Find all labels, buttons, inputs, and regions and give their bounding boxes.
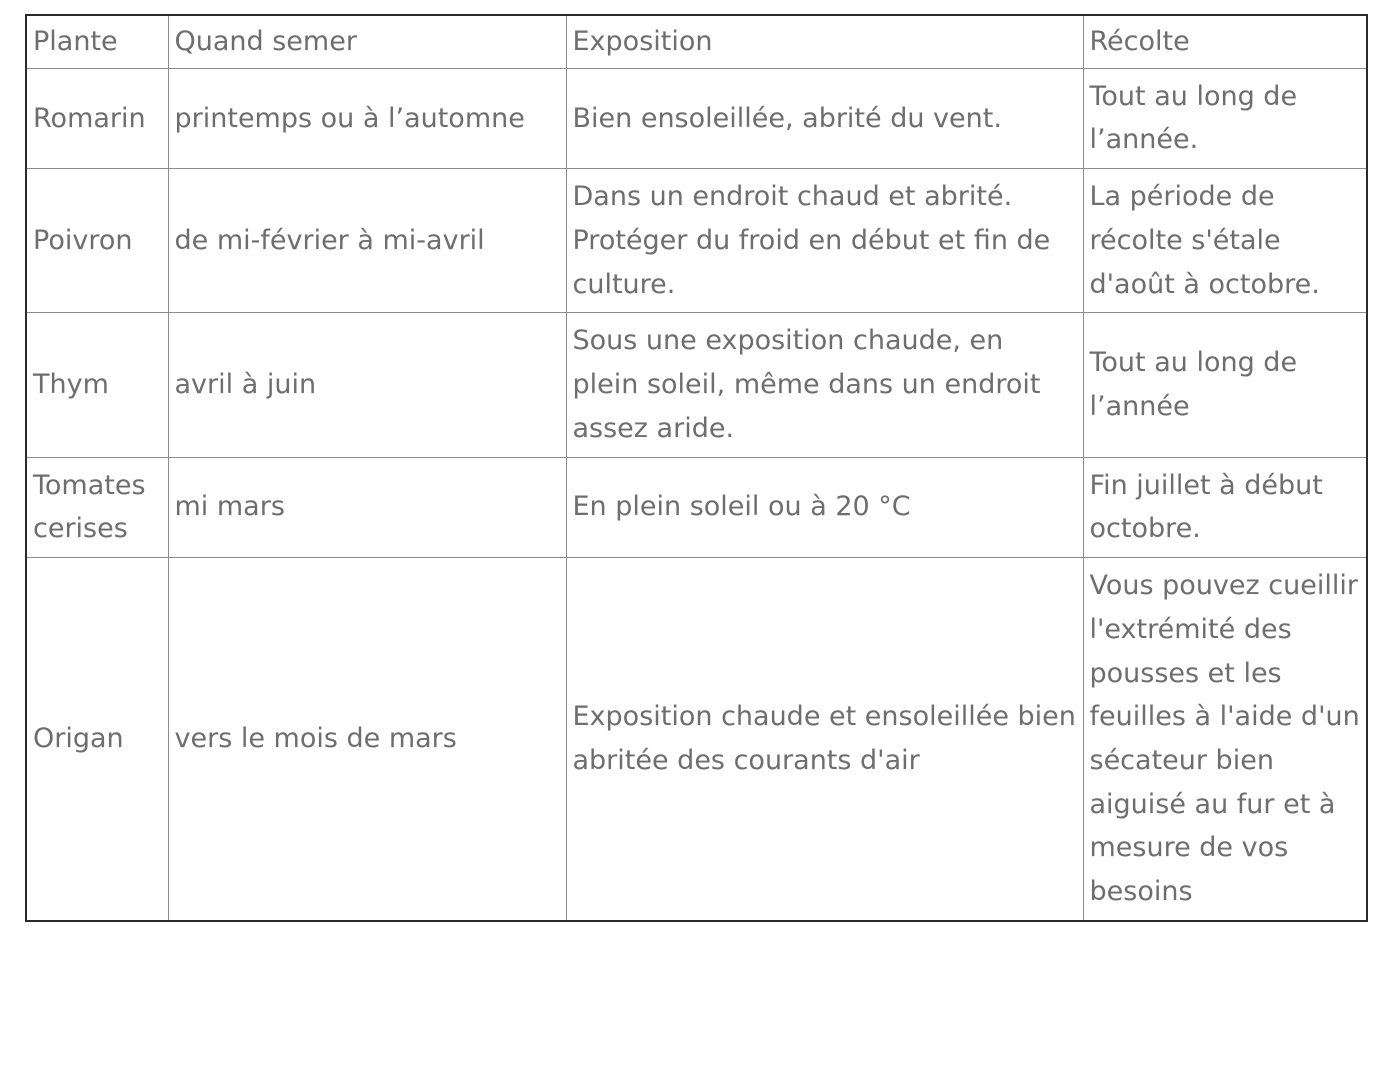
cell-quand-semer-text: mi mars: [174, 491, 285, 523]
cell-exposition: [566, 558, 1083, 921]
column-header-quand-semer-label: Quand semer: [174, 26, 357, 57]
cell-quand-semer-text: printemps ou à l’automne: [174, 102, 525, 134]
cell-plante: [26, 313, 168, 457]
cell-recolte-text: Vous pouvez cueillir l'extrémité des pousses et les feuilles à l'aide d'un sécateur bien aiguisé au fur et à mesure de vos besoins: [1089, 570, 1360, 908]
cell-quand-semer-text: de mi-février à mi-avril: [174, 224, 485, 256]
cell-quand-semer-text: vers le mois de mars: [174, 723, 457, 755]
cell-recolte: [1083, 169, 1367, 313]
cell-plante: [26, 68, 168, 168]
cell-quand-semer: [168, 558, 566, 921]
cell-recolte: [1083, 457, 1367, 557]
cell-quand-semer: [168, 313, 566, 457]
cell-quand-semer: [168, 457, 566, 557]
table-body: [26, 15, 1367, 921]
cell-exposition-text: Dans un endroit chaud et abrité. Protéger du froid en début et fin de culture.: [572, 181, 1051, 300]
cell-recolte-text: Tout au long de l’année: [1089, 347, 1298, 422]
cell-plante-text: Origan: [33, 723, 124, 755]
table-row: [26, 457, 1367, 557]
table-row: [26, 169, 1367, 313]
cell-recolte: [1083, 313, 1367, 457]
column-header-recolte-label: Récolte: [1089, 26, 1190, 57]
cell-recolte-text: La période de récolte s'étale d'août à octobre.: [1089, 181, 1320, 300]
cell-recolte-text: Tout au long de l’année.: [1089, 80, 1298, 156]
cell-exposition: [566, 68, 1083, 168]
clipped-text-above-table: [226, 0, 1126, 4]
column-header-plante-label: Plante: [33, 26, 118, 57]
column-header-plante: [26, 15, 168, 68]
cell-recolte: [1083, 558, 1367, 921]
column-header-exposition: [566, 15, 1083, 68]
cell-plante-text: Tomates cerises: [33, 469, 146, 545]
cell-plante: [26, 558, 168, 921]
cell-exposition-text: Bien ensoleillée, abrité du vent.: [572, 102, 1002, 134]
cell-recolte-text: Fin juillet à début octobre.: [1089, 469, 1323, 545]
cell-quand-semer: [168, 68, 566, 168]
cell-exposition-text: Sous une exposition chaude, en plein soleil, même dans un endroit assez aride.: [572, 325, 1041, 444]
cell-exposition-text: En plein soleil ou à 20 °C: [572, 491, 911, 523]
table-row: [26, 68, 1367, 168]
cell-plante-text: Poivron: [33, 224, 133, 256]
plant-care-table: [25, 14, 1368, 922]
cell-exposition-text: Exposition chaude et ensoleillée bien abritée des courants d'air: [572, 701, 1076, 777]
cell-exposition: [566, 313, 1083, 457]
cell-quand-semer-text: avril à juin: [174, 369, 317, 401]
cell-plante: [26, 169, 168, 313]
table-row: [26, 558, 1367, 921]
column-header-exposition-label: Exposition: [572, 26, 713, 57]
cell-recolte: [1083, 68, 1367, 168]
plant-care-table-wrapper: [25, 14, 1366, 922]
table-header-row: [26, 15, 1367, 68]
cell-quand-semer: [168, 169, 566, 313]
cell-plante-text: Romarin: [33, 102, 146, 134]
cell-exposition: [566, 457, 1083, 557]
column-header-quand-semer: [168, 15, 566, 68]
table-row: [26, 313, 1367, 457]
cell-plante-text: Thym: [33, 369, 109, 401]
cell-exposition: [566, 169, 1083, 313]
column-header-recolte: [1083, 15, 1367, 68]
cell-plante: [26, 457, 168, 557]
